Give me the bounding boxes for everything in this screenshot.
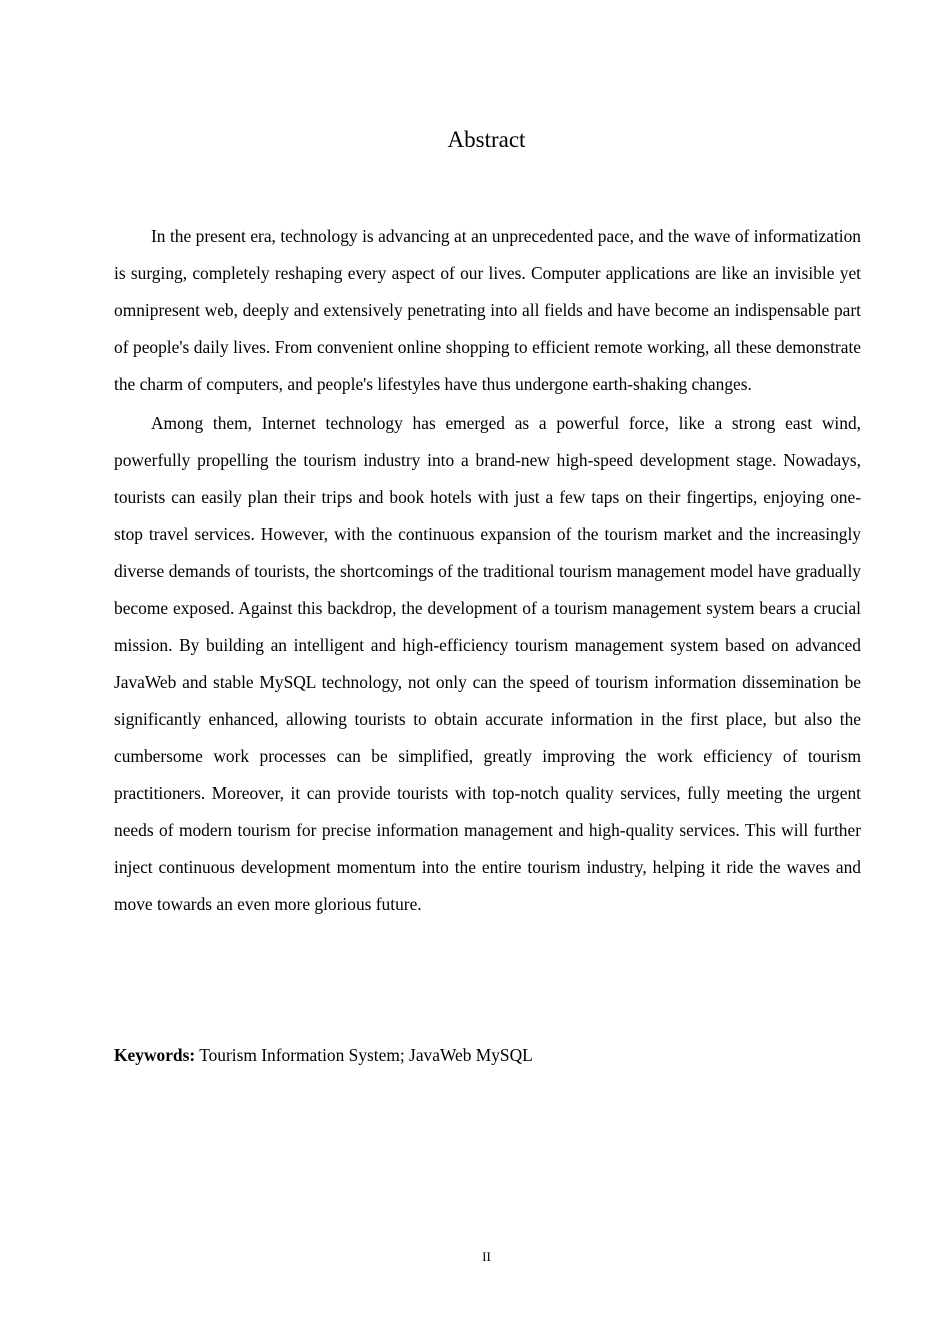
abstract-body bbox=[114, 218, 861, 925]
abstract-title: Abstract bbox=[447, 127, 526, 152]
keywords-line bbox=[114, 1040, 861, 1070]
page-number: II bbox=[482, 1249, 491, 1264]
abstract-paragraph-1: In the present era, technology is advancing at an unprecedented pace, and the wave of informatization is surging, completely reshaping every aspect of our lives. Computer applications are like an invisible yet omnipresent web, deeply and extensively penetrating into all fields and have become an indispensable part of people's daily lives. From convenient online shopping to efficient remote working, all these demonstrate the charm of computers, and people's lifestyles have thus undergone earth-shaking changes. bbox=[114, 226, 861, 394]
keywords-text: Tourism Information System; JavaWeb MySQL bbox=[195, 1045, 533, 1065]
abstract-paragraph-2: Among them, Internet technology has emerged as a powerful force, like a strong east wind, powerfully propelling the tourism industry into a brand-new high-speed development stage. Nowadays, tourists can easily plan their trips and book hotels with just a few taps on their fingertips, enjoying one-stop travel services. However, with the continuous expansion of the tourism market and the increasingly diverse demands of tourists, the shortcomings of the traditional tourism management model have gradually become exposed. Against this backdrop, the development of a tourism management system bears a crucial mission. By building an intelligent and high-efficiency tourism management system based on advanced JavaWeb and stable MySQL technology, not only can the speed of tourism information dissemination be significantly enhanced, allowing tourists to obtain accurate information in the first place, but also the cumbersome work processes can be simplified, greatly improving the work efficiency of tourism practitioners. Moreover, it can provide tourists with top-notch quality services, fully meeting the urgent needs of modern tourism for precise information management and high-quality services. This will further inject continuous development momentum into the entire tourism industry, helping it ride the waves and move towards an even more glorious future. bbox=[114, 413, 861, 914]
keywords-label: Keywords: bbox=[114, 1045, 196, 1065]
